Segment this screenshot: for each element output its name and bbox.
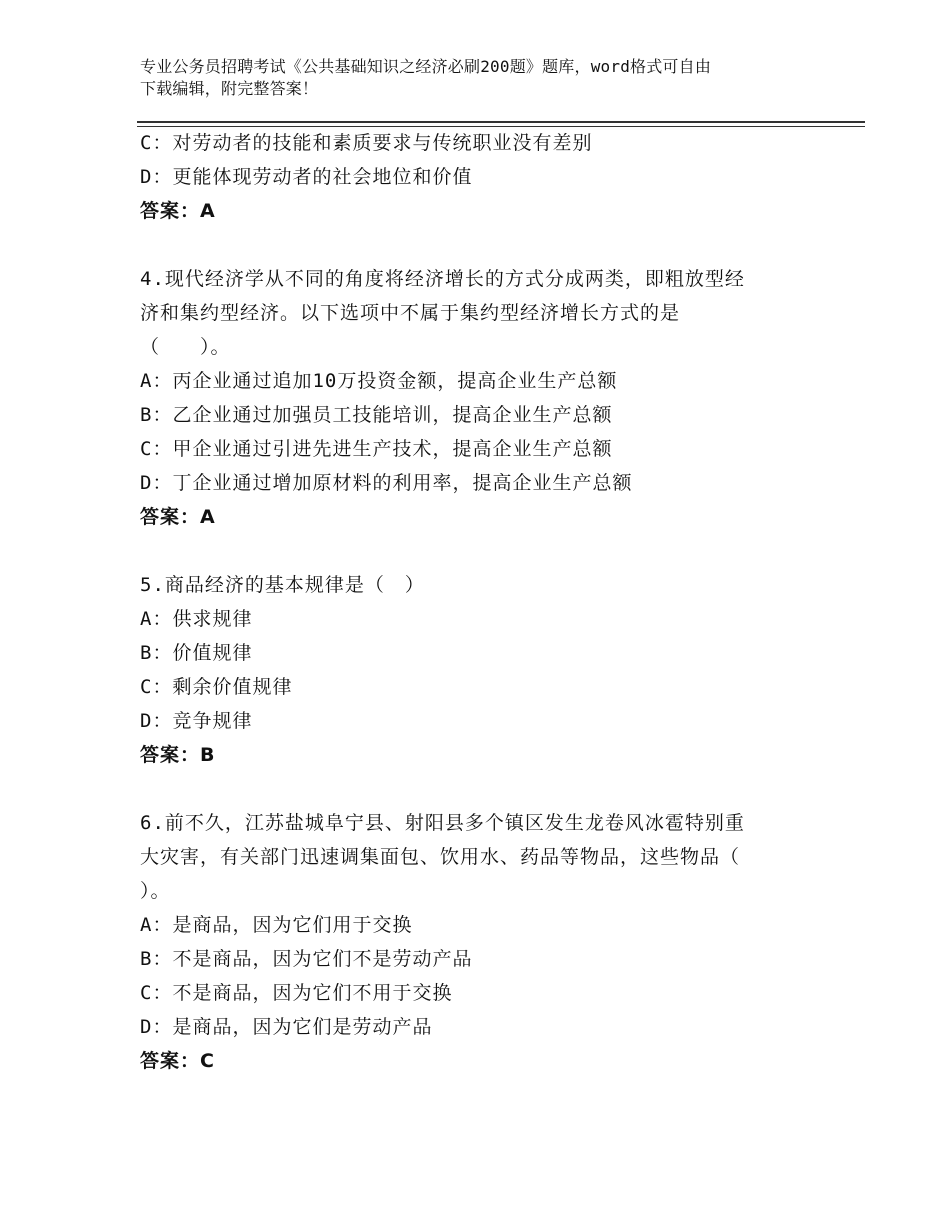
previous-question-tail [140, 126, 800, 228]
question-list [140, 126, 800, 1078]
question-stem: 大灾害，有关部门迅速调集面包、饮用水、药品等物品，这些物品（ [140, 846, 741, 868]
question-stem: 济和集约型经济。以下选项中不属于集约型经济增长方式的是 [140, 302, 681, 324]
option-a: A：丙企业通过追加10万投资金额，提高企业生产总额 [140, 370, 618, 392]
option-d: D：丁企业通过增加原材料的利用率，提高企业生产总额 [140, 472, 633, 494]
answer: 答案：A [140, 506, 216, 528]
option-d: D：更能体现劳动者的社会地位和价值 [140, 166, 473, 188]
header-line-2: 下载编辑，附完整答案！ [140, 79, 319, 98]
answer: 答案：C [140, 1050, 215, 1072]
question-stem: （ ）。 [140, 336, 231, 358]
answer: 答案：A [140, 200, 216, 222]
question-stem: 4.现代经济学从不同的角度将经济增长的方式分成两类，即粗放型经 [140, 268, 745, 290]
option-b: B：价值规律 [140, 642, 253, 664]
answer: 答案：B [140, 744, 216, 766]
option-a: A：供求规律 [140, 608, 253, 630]
question-5 [140, 568, 800, 772]
option-c: C：甲企业通过引进先进生产技术，提高企业生产总额 [140, 438, 613, 460]
option-d: D：竞争规律 [140, 710, 253, 732]
question-stem: 6.前不久，江苏盐城阜宁县、射阳县多个镇区发生龙卷风冰雹特别重 [140, 812, 745, 834]
option-b: B：不是商品，因为它们不是劳动产品 [140, 948, 473, 970]
document-header [140, 56, 820, 100]
header-line-1: 专业公务员招聘考试《公共基础知识之经济必刷200题》题库，word格式可自由 [140, 57, 712, 76]
option-b: B：乙企业通过加强员工技能培训，提高企业生产总额 [140, 404, 613, 426]
option-a: A：是商品，因为它们用于交换 [140, 914, 413, 936]
question-4 [140, 262, 800, 534]
header-rule-thick [137, 121, 865, 123]
question-stem: ）。 [140, 880, 171, 902]
question-stem: 5.商品经济的基本规律是（ ） [140, 574, 425, 596]
option-c: C：不是商品，因为它们不用于交换 [140, 982, 453, 1004]
question-6 [140, 806, 800, 1078]
option-c: C：剩余价值规律 [140, 676, 293, 698]
option-d: D：是商品，因为它们是劳动产品 [140, 1016, 433, 1038]
option-c: C：对劳动者的技能和素质要求与传统职业没有差别 [140, 132, 593, 154]
